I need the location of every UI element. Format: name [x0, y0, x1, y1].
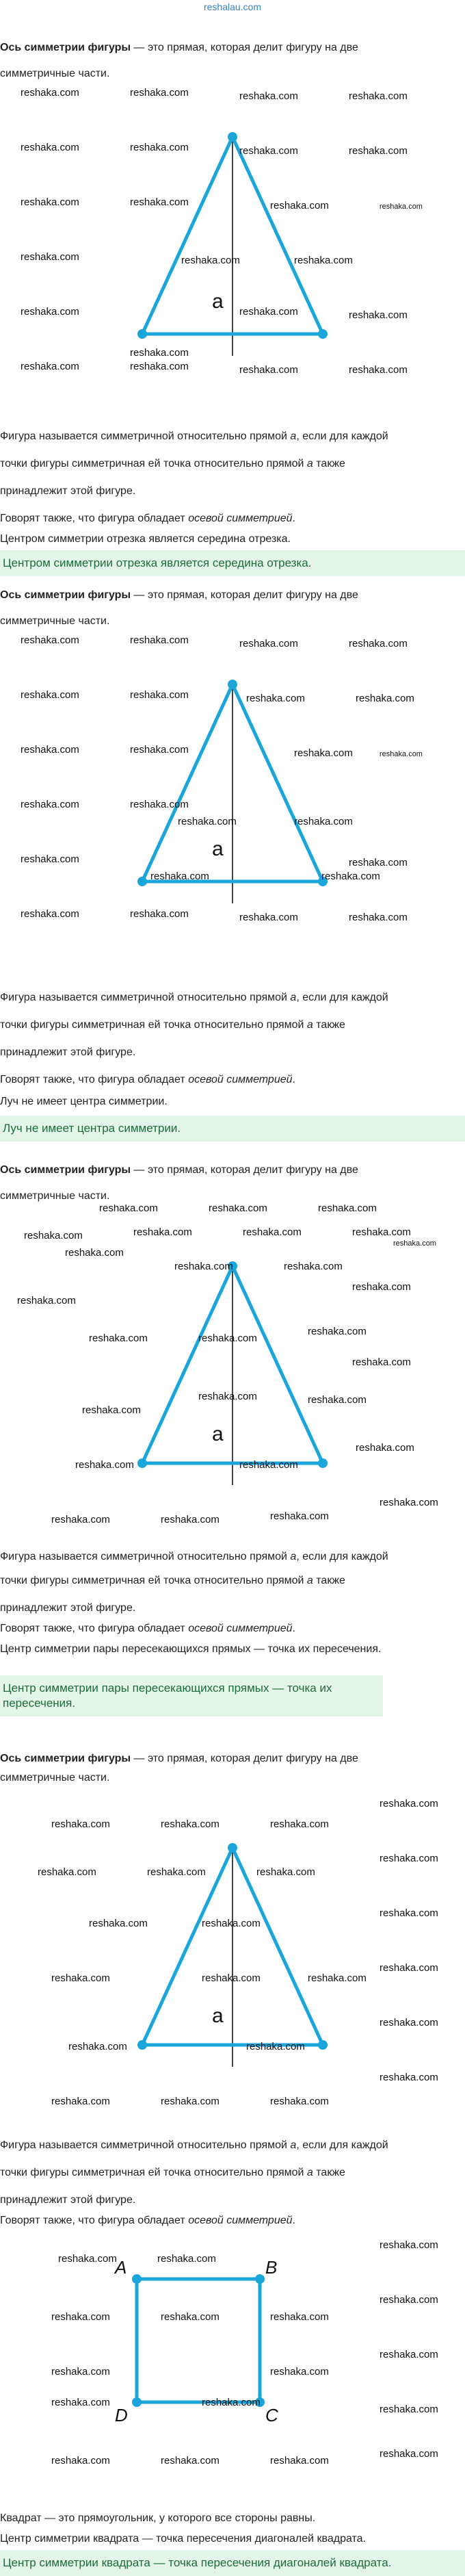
watermark-text: reshaka.com — [270, 1818, 329, 1830]
watermark-text: reshaka.com — [161, 2455, 220, 2466]
triangle-figure-1 — [0, 82, 465, 411]
watermark-text: reshaka.com — [130, 689, 189, 701]
watermark-text: reshaka.com — [161, 1818, 220, 1830]
symmetric-def-line-3: принадлежит этой фигуре. — [0, 485, 136, 497]
definition-line-2: симметричные части. — [0, 1190, 110, 1202]
definition-line-1: Ось симметрии фигуры — это прямая, которая делит фигуру на две — [0, 589, 358, 601]
watermark-text: reshaka.com — [239, 1459, 298, 1471]
vertex-point — [318, 329, 328, 339]
symmetric-def-line-2: точки фигуры симметричная ей точка относительно прямой a также — [0, 1019, 345, 1031]
watermark-text: reshaka.com — [51, 2455, 110, 2466]
watermark-text: reshaka.com — [198, 1391, 257, 1402]
watermark-text: reshaka.com — [24, 1230, 83, 1241]
vertex-point — [228, 680, 237, 689]
watermark-text: reshaka.com — [349, 912, 408, 923]
vertex-point — [228, 1843, 237, 1853]
symmetric-def-line-3: принадлежит этой фигуре. — [0, 1602, 136, 1614]
axial-symmetry-line: Говорят также, что фигура обладает осевой симметрией. — [0, 1074, 295, 1085]
watermark-text: reshaka.com — [356, 693, 414, 704]
watermark-text: reshaka.com — [21, 196, 79, 208]
center-note: Луч не имеет центра симметрии. — [0, 1096, 168, 1107]
watermark-text: reshaka.com — [202, 1918, 261, 1929]
watermark-text: reshaka.com — [21, 361, 79, 372]
watermark-text: reshaka.com — [270, 2096, 329, 2107]
highlight-box: Центр симметрии пары пересекающихся прямых — точка их пересечения. — [0, 1675, 383, 1716]
vertex-point — [137, 877, 147, 886]
definition-term: Ось симметрии фигуры — [0, 42, 131, 53]
watermark-text: reshaka.com — [21, 744, 79, 756]
watermark-text: reshaka.com — [130, 634, 189, 646]
vertex-point — [255, 2274, 265, 2284]
watermark-text: reshaka.com — [243, 1226, 302, 1238]
watermark-text: reshaka.com — [380, 2072, 438, 2083]
watermark-text: reshaka.com — [75, 1459, 134, 1471]
highlight-box: Луч не имеет центра симметрии. — [0, 1116, 465, 1142]
watermark-text: reshaka.com — [380, 750, 423, 758]
vertex-point — [132, 2397, 142, 2407]
highlight-box: Центром симметрии отрезка является середина отрезка. — [0, 550, 465, 576]
triangle-figure-2 — [0, 630, 465, 958]
watermark-text: reshaka.com — [202, 1972, 261, 1984]
watermark-text: reshaka.com — [349, 145, 408, 157]
watermark-text: reshaka.com — [157, 2253, 216, 2265]
watermark-text: reshaka.com — [270, 200, 329, 211]
watermark-text: reshaka.com — [51, 2366, 110, 2378]
watermarks — [17, 1205, 438, 1525]
watermark-text: reshaka.com — [99, 1205, 158, 1214]
definition-line-1: Ось симметрии фигуры — это прямая, которая делит фигуру на две — [0, 1753, 358, 1764]
watermark-text: reshaka.com — [89, 1918, 148, 1929]
watermark-text: reshaka.com — [161, 1514, 220, 1525]
definition-line-2: симметричные части. — [0, 1772, 110, 1783]
symmetric-def-line-1: Фигура называется симметричной относительно прямой a, если для каждой — [0, 1551, 388, 1562]
watermark-text: reshaka.com — [294, 747, 353, 759]
watermark-text: reshaka.com — [246, 693, 305, 704]
watermark-text: reshaka.com — [58, 2253, 117, 2265]
watermark-text: reshaka.com — [239, 912, 298, 923]
watermark-text: reshaka.com — [21, 306, 79, 318]
watermark-text: reshaka.com — [51, 1972, 110, 1984]
watermark-text: reshaka.com — [284, 1261, 343, 1272]
watermark-text: reshaka.com — [380, 1907, 438, 1919]
watermark-text: reshaka.com — [380, 1853, 438, 1864]
symmetric-def-line-2: точки фигуры симметричная ей точка относительно прямой a также — [0, 1575, 345, 1586]
highlight-box: Центр симметрии квадрата — точка пересечения диагоналей квадрата. — [0, 2550, 465, 2576]
watermark-text: reshaka.com — [256, 1866, 315, 1878]
symmetric-def-line-2: точки фигуры симметричная ей точка относительно прямой a также — [0, 2167, 345, 2178]
watermark-text: reshaka.com — [130, 361, 189, 372]
watermark-text: reshaka.com — [130, 908, 189, 920]
watermark-text: reshaka.com — [21, 251, 79, 263]
watermark-text: reshaka.com — [380, 2294, 438, 2306]
watermark-text: reshaka.com — [150, 871, 209, 882]
watermark-text: reshaka.com — [380, 2239, 438, 2251]
watermark-text: reshaka.com — [393, 1239, 436, 1248]
axial-symmetry-line: Говорят также, что фигура обладает осевой симметрией. — [0, 513, 295, 524]
watermark-text: reshaka.com — [21, 142, 79, 153]
axis-label: a — [212, 1423, 224, 1445]
watermark-text: reshaka.com — [308, 1972, 367, 1984]
watermark-text: reshaka.com — [380, 1798, 438, 1809]
watermark-text: reshaka.com — [349, 364, 408, 376]
center-note: Центр симметрии пары пересекающихся прямых — точка их пересечения. — [0, 1643, 382, 1655]
vertex-point — [228, 132, 237, 142]
vertex-label-d: D — [115, 2405, 128, 2425]
watermark-text: reshaka.com — [209, 1205, 267, 1214]
watermarks — [38, 1798, 438, 2107]
watermark-text: reshaka.com — [51, 2096, 110, 2107]
watermark-text: reshaka.com — [130, 142, 189, 153]
watermark-text: reshaka.com — [51, 2311, 110, 2323]
symmetric-def-line-1: Фигура называется симметричной относительно прямой a, если для каждой — [0, 430, 388, 442]
watermark-text: reshaka.com — [130, 196, 189, 208]
watermark-text: reshaka.com — [133, 1226, 192, 1238]
watermark-text: reshaka.com — [21, 634, 79, 646]
square — [137, 2279, 260, 2402]
watermark-text: reshaka.com — [38, 1866, 96, 1878]
axis-label: a — [212, 2005, 224, 2027]
axis-label: a — [212, 838, 224, 860]
watermark-text: reshaka.com — [349, 638, 408, 649]
watermark-text: reshaka.com — [202, 2397, 261, 2408]
watermark-text: reshaka.com — [239, 306, 298, 318]
axial-symmetry-line: Говорят также, что фигура обладает осевой симметрией. — [0, 2215, 295, 2226]
watermark-text: reshaka.com — [51, 2397, 110, 2408]
definition-line-1: Ось симметрии фигуры — это прямая, которая делит фигуру на две — [0, 1164, 358, 1176]
vertex-point — [318, 1458, 328, 1468]
watermark-text: reshaka.com — [308, 1394, 367, 1406]
watermark-text: reshaka.com — [380, 2017, 438, 2028]
watermark-text: reshaka.com — [21, 853, 79, 865]
site-header[interactable]: reshalau.com — [203, 1, 262, 12]
watermark-text: reshaka.com — [308, 1326, 367, 1337]
symmetric-def-line-1: Фигура называется симметричной относительно прямой a, если для каждой — [0, 992, 388, 1003]
symmetric-def-line-2: точки фигуры симметричная ей точка относительно прямой a также — [0, 458, 345, 469]
watermark-text: reshaka.com — [321, 871, 380, 882]
watermark-text: reshaka.com — [380, 2448, 438, 2460]
watermark-text: reshaka.com — [270, 2311, 329, 2323]
watermark-text: reshaka.com — [380, 2404, 438, 2415]
axis-label: a — [212, 290, 224, 313]
watermark-text: reshaka.com — [380, 1497, 438, 1508]
vertex-point — [137, 1458, 147, 1468]
watermark-text: reshaka.com — [239, 364, 298, 376]
watermark-text: reshaka.com — [51, 1514, 110, 1525]
watermark-text: reshaka.com — [356, 1442, 414, 1454]
square-figure — [0, 2231, 465, 2505]
vertex-label-c: C — [265, 2405, 278, 2425]
watermark-text: reshaka.com — [68, 2041, 127, 2052]
symmetric-def-line-3: принадлежит этой фигуре. — [0, 1046, 136, 1058]
watermark-text: reshaka.com — [352, 1356, 411, 1368]
watermark-text: reshaka.com — [270, 2455, 329, 2466]
watermark-text: reshaka.com — [349, 857, 408, 868]
triangle-figure-3 — [0, 1205, 465, 1526]
triangle-figure-4 — [0, 1786, 465, 2108]
definition-line-2: симметричные части. — [0, 615, 110, 627]
watermark-text: reshaka.com — [198, 1332, 257, 1344]
watermark-text: reshaka.com — [65, 1247, 124, 1259]
watermark-text: reshaka.com — [130, 799, 189, 810]
watermark-text: reshaka.com — [239, 638, 298, 649]
vertex-point — [318, 2040, 328, 2050]
watermark-text: reshaka.com — [270, 1510, 329, 1522]
watermark-text: reshaka.com — [380, 1962, 438, 1974]
center-note: Центром симметрии отрезка является середина отрезка. — [0, 533, 291, 545]
watermark-text: reshaka.com — [246, 2041, 305, 2052]
watermark-text: reshaka.com — [130, 347, 189, 359]
watermark-text: reshaka.com — [161, 2311, 220, 2323]
vertex-point — [132, 2274, 142, 2284]
watermark-text: reshaka.com — [380, 2349, 438, 2360]
definition-line-2: симметричные части. — [0, 68, 110, 79]
square-definition: Квадрат — это прямоугольник, у которого все стороны равны. — [0, 2512, 316, 2524]
symmetric-def-line-3: принадлежит этой фигуре. — [0, 2194, 136, 2206]
watermark-text: reshaka.com — [294, 816, 353, 827]
vertex-point — [137, 2040, 147, 2050]
watermark-text: reshaka.com — [352, 1281, 411, 1293]
watermark-text: reshaka.com — [21, 908, 79, 920]
watermark-text: reshaka.com — [161, 2096, 220, 2107]
watermark-text: reshaka.com — [239, 90, 298, 102]
watermark-text: reshaka.com — [17, 1295, 76, 1306]
watermark-text: reshaka.com — [239, 145, 298, 157]
vertex-point — [137, 329, 147, 339]
watermark-text: reshaka.com — [349, 90, 408, 102]
vertex-label-b: B — [265, 2257, 278, 2278]
watermark-text: reshaka.com — [174, 1261, 233, 1272]
watermark-text: reshaka.com — [51, 1818, 110, 1830]
watermark-text: reshaka.com — [130, 87, 189, 99]
watermark-text: reshaka.com — [147, 1866, 206, 1878]
watermark-text: reshaka.com — [270, 2366, 329, 2378]
vertex-label-a: A — [115, 2257, 127, 2278]
definition-line-1: Ось симметрии фигуры — это прямая, которая делит фигуру на две — [0, 42, 358, 53]
watermark-text: reshaka.com — [380, 203, 423, 211]
watermark-text: reshaka.com — [82, 1404, 141, 1416]
symmetric-def-line-1: Фигура называется симметричной относительно прямой a, если для каждой — [0, 2139, 388, 2151]
watermark-text: reshaka.com — [21, 799, 79, 810]
watermark-text: reshaka.com — [21, 87, 79, 99]
watermark-text: reshaka.com — [178, 816, 237, 827]
watermark-text: reshaka.com — [349, 309, 408, 321]
watermark-text: reshaka.com — [89, 1332, 148, 1344]
watermark-text: reshaka.com — [181, 255, 240, 266]
watermark-text: reshaka.com — [294, 255, 353, 266]
axial-symmetry-line: Говорят также, что фигура обладает осевой симметрией. — [0, 1623, 295, 1634]
watermark-text: reshaka.com — [21, 689, 79, 701]
watermark-text: reshaka.com — [130, 744, 189, 756]
watermarks — [51, 2239, 438, 2466]
center-note: Центр симметрии квадрата — точка пересечения диагоналей квадрата. — [0, 2533, 366, 2545]
watermark-text: reshaka.com — [318, 1205, 377, 1214]
watermark-text: reshaka.com — [352, 1226, 411, 1238]
